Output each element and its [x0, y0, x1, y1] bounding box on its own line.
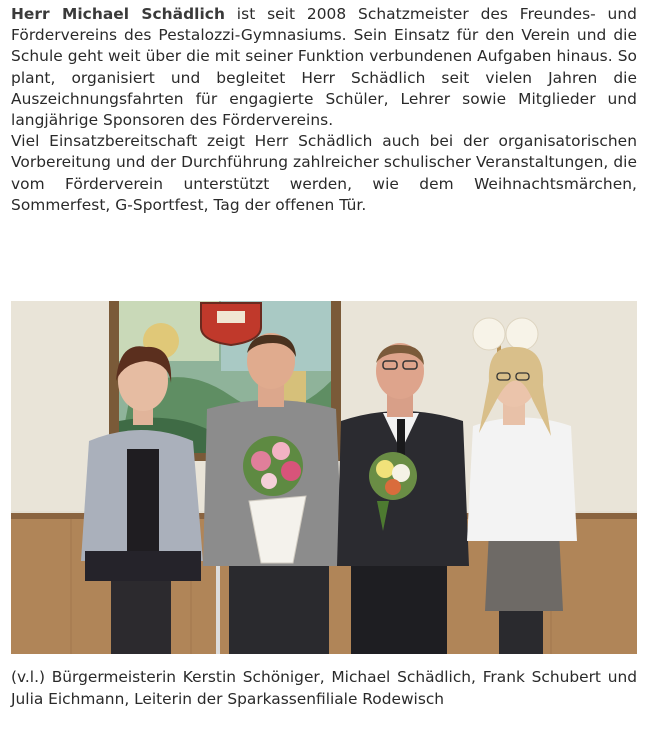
article-paragraph-1: [11, 4, 637, 131]
article-paragraph-1-text: ist seit 2008 Schatzmeister des Freundes- und Fördervereins des Pestalozzi-Gymnasiums. Sein Einsatz für den Verein und die Schule geht weit über die mit seiner Funktion verbundenen Aufgaben hinaus. So plant, organisiert und begleitet Herr Schädlich seit vielen Jahren die Auszeichnungsfahrten für engagierte Schüler, Lehrer sowie Mitglieder und langjährige Sponsoren des Fördervereins.: [11, 5, 637, 130]
article-lead-name: Herr Michael Schädlich: [11, 5, 225, 23]
article-page: [11, 4, 637, 749]
photo-caption: (v.l.) Bürgermeisterin Kerstin Schöniger, Michael Schädlich, Frank Schubert und Julia Eichmann, Leiterin der Sparkassenfiliale Rodewisch: [11, 668, 637, 708]
article-body: [11, 4, 637, 216]
article-paragraph-2: Viel Einsatzbereitschaft zeigt Herr Schädlich auch bei der organisatorischen Vorbereitung und der Durchführung zahlreicher schulischer Veranstaltungen, die vom Förderverein unterstützt werden, wie dem Weihnachtsmärchen, Sommerfest, G-Sportfest, Tag der offenen Tür.: [11, 132, 637, 214]
group-photo: [11, 301, 637, 654]
